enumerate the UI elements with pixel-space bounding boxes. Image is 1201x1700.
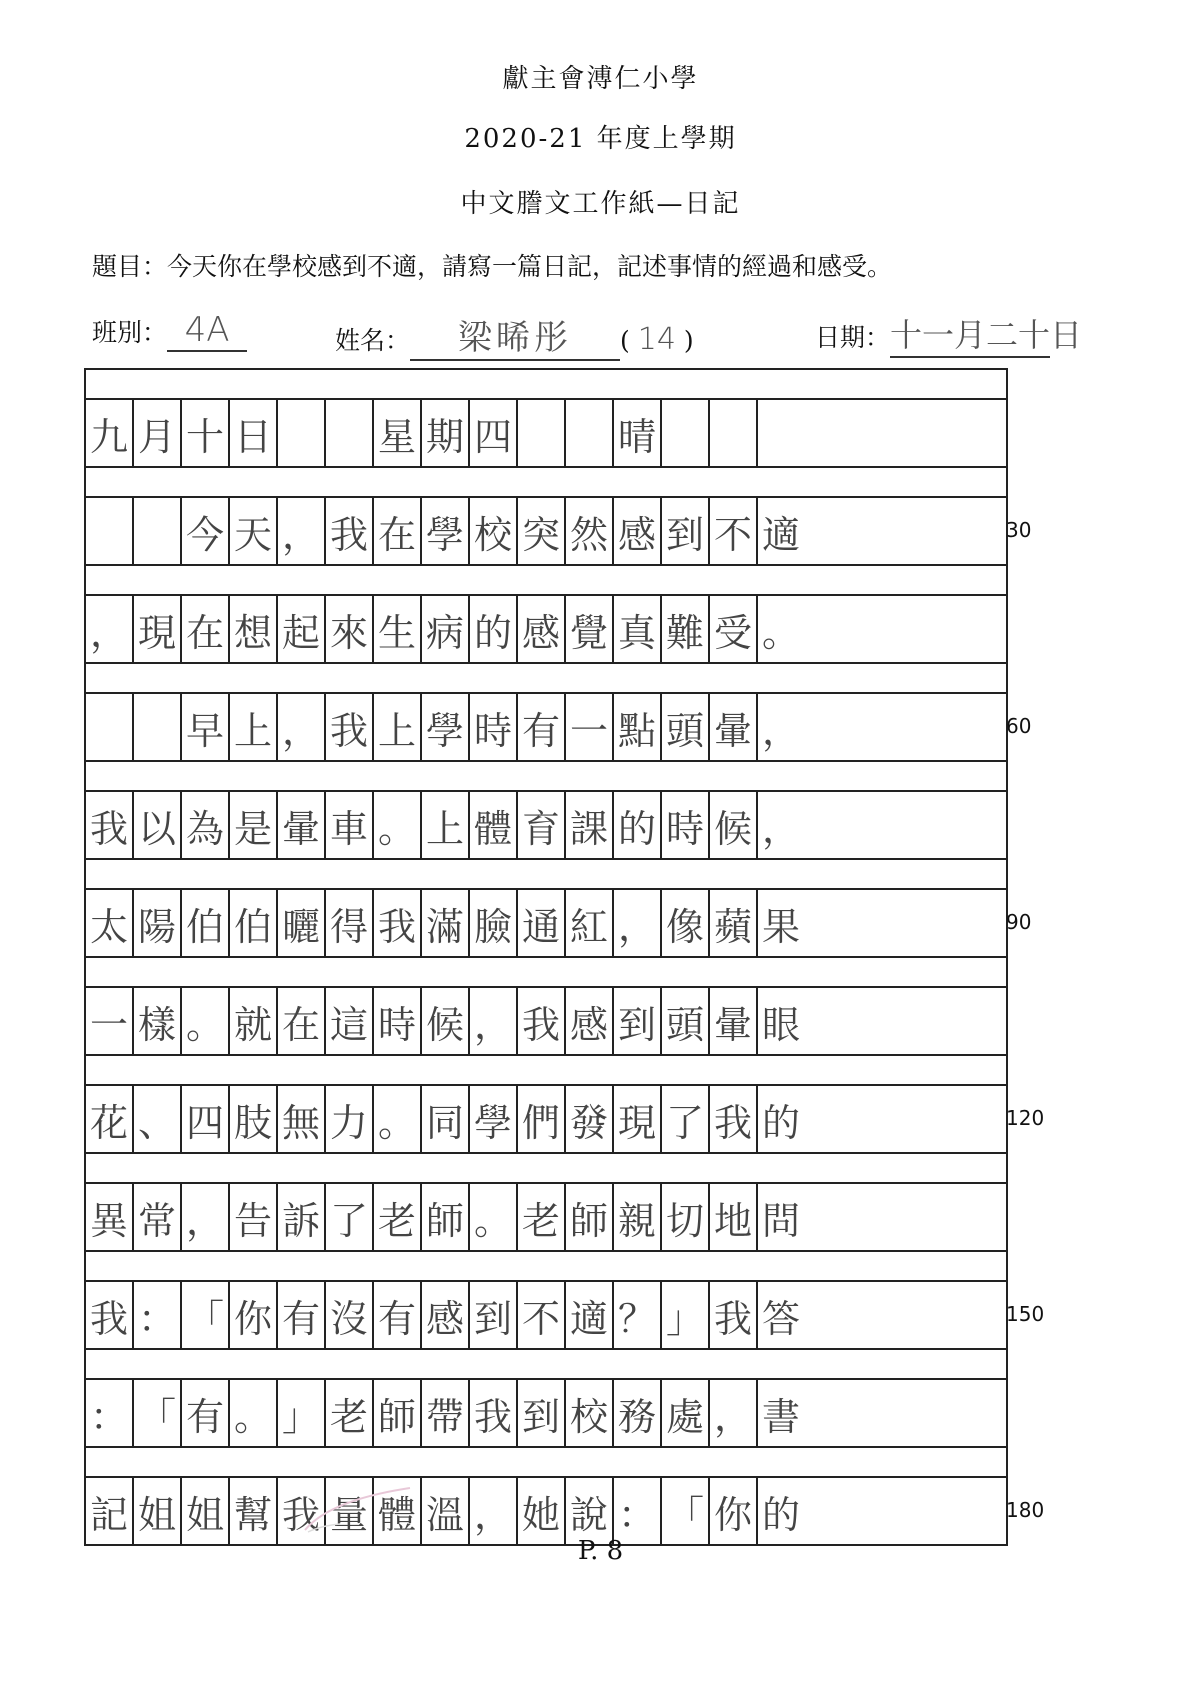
- grid-cell: 期: [422, 400, 470, 466]
- grid-cell: 這: [326, 988, 374, 1054]
- grid-cell: 四: [470, 400, 518, 466]
- grid-spacer: [86, 1350, 1006, 1380]
- grid-cell: 時: [662, 792, 710, 858]
- writing-grid: [84, 368, 1008, 1546]
- grid-cell: 。: [230, 1380, 278, 1446]
- class-label: 班別：: [92, 318, 168, 347]
- grid-cell: 地: [710, 1184, 758, 1250]
- grid-cell: 「: [182, 1282, 230, 1348]
- grid-cell: 樣: [134, 988, 182, 1054]
- grid-cell: 發: [566, 1086, 614, 1152]
- grid-cell: 點: [614, 694, 662, 760]
- grid-cell: ，: [470, 988, 518, 1054]
- grid-cell: 到: [614, 988, 662, 1054]
- grid-row: [86, 988, 1006, 1056]
- date-value: 十一月二十日: [890, 310, 1050, 358]
- grid-cell: 今: [182, 498, 230, 564]
- grid-row: [86, 890, 1006, 958]
- grid-cell: 」: [662, 1282, 710, 1348]
- grid-cell: 我: [278, 1478, 326, 1544]
- grid-cell: 然: [566, 498, 614, 564]
- grid-cell: 一: [566, 694, 614, 760]
- grid-cell: [662, 400, 710, 466]
- grid-cell: 。: [374, 1086, 422, 1152]
- grid-cell: 為: [182, 792, 230, 858]
- grid-cell: 有: [518, 694, 566, 760]
- grid-cell: 覺: [566, 596, 614, 662]
- grid-cell: [758, 400, 804, 466]
- grid-cell: 姐: [182, 1478, 230, 1544]
- grid-cell: 受: [710, 596, 758, 662]
- grid-cell: ，: [470, 1478, 518, 1544]
- grid-cell: 我: [518, 988, 566, 1054]
- grid-cell: [566, 400, 614, 466]
- grid-cell: 在: [278, 988, 326, 1054]
- grid-cell: 難: [662, 596, 710, 662]
- grid-cell: ，: [761, 806, 800, 851]
- grid-cell: 她: [518, 1478, 566, 1544]
- grid-cell: ：: [86, 1380, 134, 1446]
- school-name: 獻主會溥仁小學: [502, 64, 699, 94]
- grid-cell: 你: [710, 1478, 758, 1544]
- grid-cell: 不: [518, 1282, 566, 1348]
- grid-cell: 校: [566, 1380, 614, 1446]
- grid-cell: 是: [230, 792, 278, 858]
- grid-cell: 暈: [278, 792, 326, 858]
- grid-spacer: [86, 1448, 1006, 1478]
- grid-cell: 體: [470, 792, 518, 858]
- grid-cell: 四: [182, 1086, 230, 1152]
- grid-cell: 處: [662, 1380, 710, 1446]
- grid-cell: 沒: [326, 1282, 374, 1348]
- grid-cell: 時: [470, 694, 518, 760]
- stray-pencil-mark: [300, 1480, 420, 1540]
- grid-cell: 感: [614, 498, 662, 564]
- grid-row: [86, 498, 1006, 566]
- grid-cell: 的: [761, 1100, 800, 1145]
- row-count-label: 150: [1006, 1302, 1045, 1326]
- grid-cell: [326, 400, 374, 466]
- grid-cell: 十: [182, 400, 230, 466]
- grid-spacer: [86, 468, 1006, 498]
- grid-cell: 通: [518, 890, 566, 956]
- grid-cell: 時: [374, 988, 422, 1054]
- grid-cell: 常: [134, 1184, 182, 1250]
- grid-cell: 無: [278, 1086, 326, 1152]
- row-count-label: 60: [1006, 714, 1032, 738]
- row-count-label: 90: [1006, 910, 1032, 934]
- grid-cell: 感: [518, 596, 566, 662]
- grid-cell: 溫: [422, 1478, 470, 1544]
- grid-cell: 不: [710, 498, 758, 564]
- grid-cell: [278, 400, 326, 466]
- grid-cell: [134, 498, 182, 564]
- grid-cell: ，: [710, 1380, 758, 1446]
- grid-cell: 來: [326, 596, 374, 662]
- row-count-label: 120: [1006, 1106, 1045, 1130]
- grid-cell: 伯: [182, 890, 230, 956]
- grid-spacer: [86, 958, 1006, 988]
- grid-cell: 親: [614, 1184, 662, 1250]
- grid-cell: 切: [662, 1184, 710, 1250]
- grid-cell: 星: [374, 400, 422, 466]
- grid-cell: 們: [518, 1086, 566, 1152]
- grid-cell: 。: [470, 1184, 518, 1250]
- grid-cell: 我: [326, 498, 374, 564]
- date-field: [815, 310, 1083, 358]
- grid-cell: 在: [374, 498, 422, 564]
- grid-cell: [86, 694, 134, 760]
- worksheet-title: 中文謄文工作紙—日記: [460, 189, 741, 219]
- grid-cell: 」: [278, 1380, 326, 1446]
- grid-cell: 就: [230, 988, 278, 1054]
- grid-cell: ，: [614, 890, 662, 956]
- grid-cell: 暈: [710, 694, 758, 760]
- grid-row: [86, 400, 1006, 468]
- grid-cell: 真: [614, 596, 662, 662]
- grid-cell: 務: [614, 1380, 662, 1446]
- grid-cell: 說: [566, 1478, 614, 1544]
- grid-cell: 姐: [134, 1478, 182, 1544]
- grid-cell: 到: [518, 1380, 566, 1446]
- grid-row: [86, 596, 1006, 664]
- grid-row: [86, 1086, 1006, 1154]
- grid-cell: 滿: [422, 890, 470, 956]
- name-value: 梁晞彤: [410, 310, 620, 361]
- grid-cell: 太: [86, 890, 134, 956]
- grid-cell: 晴: [614, 400, 662, 466]
- grid-cell: 老: [518, 1184, 566, 1250]
- grid-cell: 現: [134, 596, 182, 662]
- grid-cell: 九: [86, 400, 134, 466]
- grid-cell: 我: [374, 890, 422, 956]
- student-no-close: ): [683, 326, 694, 355]
- grid-cell: 我: [710, 1086, 758, 1152]
- student-number: 14: [637, 322, 676, 357]
- grid-row: [86, 694, 1006, 762]
- grid-cell: 「: [134, 1380, 182, 1446]
- grid-cell: 一: [86, 988, 134, 1054]
- grid-cell: 告: [230, 1184, 278, 1250]
- grid-cell: ，: [278, 694, 326, 760]
- grid-cell: 果: [761, 904, 800, 949]
- essay-prompt: 題目：今天你在學校感到不適，請寫一篇日記，記述事情的經過和感受。: [92, 252, 893, 281]
- grid-cell: 老: [326, 1380, 374, 1446]
- grid-row: [86, 1380, 1006, 1448]
- grid-cell: 記: [86, 1478, 134, 1544]
- grid-cell: 學: [422, 694, 470, 760]
- name-label: 姓名：: [335, 326, 411, 355]
- grid-cell: 我: [86, 792, 134, 858]
- grid-cell: 候: [710, 792, 758, 858]
- grid-cell: 月: [134, 400, 182, 466]
- grid-cell: 適: [566, 1282, 614, 1348]
- grid-cell: 適: [761, 512, 800, 557]
- grid-cell: 生: [374, 596, 422, 662]
- grid-cell: 答: [761, 1296, 800, 1341]
- grid-cell: 「: [662, 1478, 710, 1544]
- grid-cell: 暈: [710, 988, 758, 1054]
- grid-cell: 頭: [662, 694, 710, 760]
- grid-cell: 突: [518, 498, 566, 564]
- row-count-label: 180: [1006, 1498, 1045, 1522]
- grid-cell: 有: [182, 1380, 230, 1446]
- grid-cell: 天: [230, 498, 278, 564]
- grid-cell: 我: [86, 1282, 134, 1348]
- grid-cell: 有: [374, 1282, 422, 1348]
- grid-cell: 師: [374, 1380, 422, 1446]
- grid-cell: 體: [374, 1478, 422, 1544]
- grid-cell: 師: [422, 1184, 470, 1250]
- grid-cell: [518, 400, 566, 466]
- grid-cell: 書: [761, 1394, 800, 1439]
- grid-cell: 上: [422, 792, 470, 858]
- grid-cell: 異: [86, 1184, 134, 1250]
- grid-cell: 伯: [230, 890, 278, 956]
- grid-cell: [710, 400, 758, 466]
- grid-cell: 車: [326, 792, 374, 858]
- grid-cell: 頭: [662, 988, 710, 1054]
- grid-cell: 以: [134, 792, 182, 858]
- grid-cell: 學: [422, 498, 470, 564]
- grid-cell: 肢: [230, 1086, 278, 1152]
- grid-cell: 老: [374, 1184, 422, 1250]
- grid-row: [86, 792, 1006, 860]
- grid-spacer: [86, 860, 1006, 890]
- grid-spacer: [86, 566, 1006, 596]
- grid-cell: 同: [422, 1086, 470, 1152]
- grid-cell: ：: [614, 1478, 662, 1544]
- grid-cell: 早: [182, 694, 230, 760]
- class-field: [92, 310, 247, 352]
- grid-cell: 臉: [470, 890, 518, 956]
- grid-spacer: [86, 1252, 1006, 1282]
- grid-cell: 病: [422, 596, 470, 662]
- grid-cell: 在: [182, 596, 230, 662]
- grid-cell: 幫: [230, 1478, 278, 1544]
- grid-cell: 我: [710, 1282, 758, 1348]
- grid-cell: 的: [761, 1492, 800, 1537]
- grid-cell: 候: [422, 988, 470, 1054]
- grid-cell: 了: [326, 1184, 374, 1250]
- grid-cell: 你: [230, 1282, 278, 1348]
- grid-cell: ，: [86, 596, 134, 662]
- grid-cell: 了: [662, 1086, 710, 1152]
- grid-spacer: [86, 1056, 1006, 1086]
- grid-cell: 起: [278, 596, 326, 662]
- grid-cell: 想: [230, 596, 278, 662]
- grid-cell: 眼: [761, 1002, 800, 1047]
- grid-cell: 感: [566, 988, 614, 1054]
- grid-cell: [134, 694, 182, 760]
- grid-cell: 。: [761, 610, 800, 655]
- grid-cell: 量: [326, 1478, 374, 1544]
- grid-cell: 到: [662, 498, 710, 564]
- name-field: [335, 310, 694, 361]
- grid-row: [86, 1282, 1006, 1350]
- grid-cell: 、: [134, 1086, 182, 1152]
- grid-cell: ？: [614, 1282, 662, 1348]
- grid-cell: ，: [761, 708, 800, 753]
- grid-cell: 的: [614, 792, 662, 858]
- grid-cell: 師: [566, 1184, 614, 1250]
- date-label: 日期：: [815, 323, 891, 352]
- grid-cell: 。: [182, 988, 230, 1054]
- grid-cell: 有: [278, 1282, 326, 1348]
- grid-row: [86, 1184, 1006, 1252]
- grid-cell: ，: [278, 498, 326, 564]
- page-number: P. 8: [577, 1536, 624, 1566]
- grid-row: [86, 1478, 1006, 1544]
- grid-cell: 感: [422, 1282, 470, 1348]
- grid-cell: 得: [326, 890, 374, 956]
- grid-cell: 訴: [278, 1184, 326, 1250]
- grid-cell: 學: [470, 1086, 518, 1152]
- grid-cell: 像: [662, 890, 710, 956]
- student-no-open: (: [620, 326, 630, 355]
- grid-cell: 的: [470, 596, 518, 662]
- grid-cell: 上: [374, 694, 422, 760]
- grid-cell: 上: [230, 694, 278, 760]
- grid-cell: 到: [470, 1282, 518, 1348]
- grid-cell: ：: [134, 1282, 182, 1348]
- row-count-label: 30: [1006, 518, 1032, 542]
- grid-cell: 我: [470, 1380, 518, 1446]
- grid-cell: 曬: [278, 890, 326, 956]
- grid-cell: 問: [761, 1198, 800, 1243]
- class-value: 4A: [167, 310, 247, 352]
- grid-cell: 我: [326, 694, 374, 760]
- grid-spacer: [86, 664, 1006, 694]
- grid-cell: 課: [566, 792, 614, 858]
- grid-cell: 。: [374, 792, 422, 858]
- grid-spacer: [86, 370, 1006, 400]
- grid-cell: 蘋: [710, 890, 758, 956]
- grid-cell: 紅: [566, 890, 614, 956]
- grid-cell: 花: [86, 1086, 134, 1152]
- grid-cell: ，: [182, 1184, 230, 1250]
- grid-cell: 日: [230, 400, 278, 466]
- grid-cell: 陽: [134, 890, 182, 956]
- term-label: 2020-21 年度上學期: [464, 124, 737, 154]
- grid-spacer: [86, 1154, 1006, 1184]
- grid-spacer: [86, 762, 1006, 792]
- grid-cell: 現: [614, 1086, 662, 1152]
- grid-cell: 校: [470, 498, 518, 564]
- grid-cell: 帶: [422, 1380, 470, 1446]
- grid-cell: 育: [518, 792, 566, 858]
- grid-cell: 力: [326, 1086, 374, 1152]
- grid-cell: [86, 498, 134, 564]
